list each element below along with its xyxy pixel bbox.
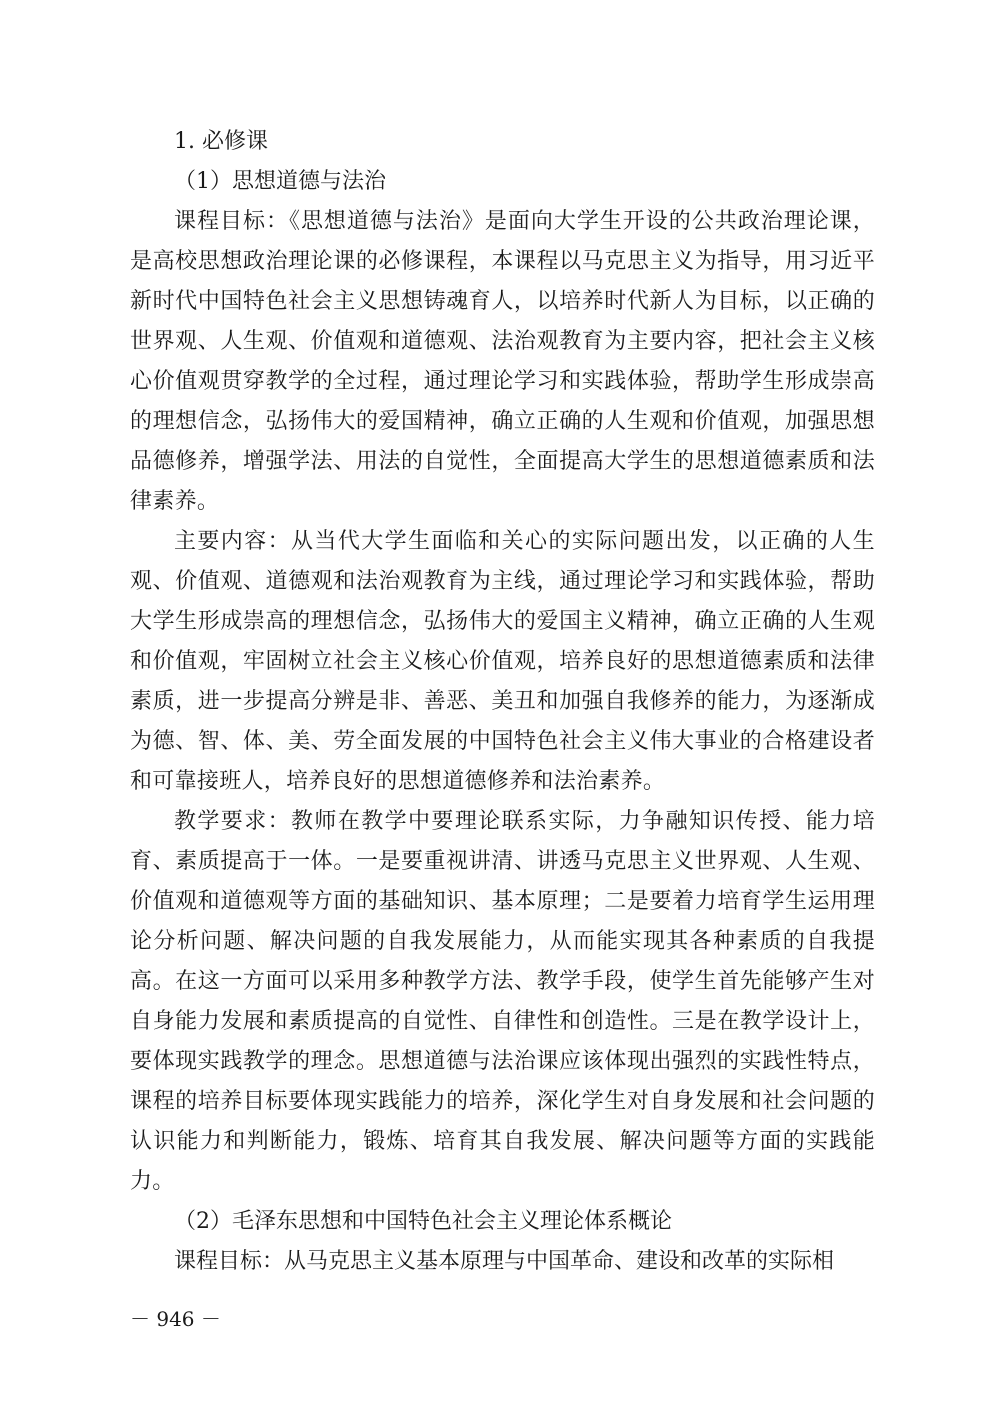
course-1-title: （1）思想道德与法治 (174, 169, 386, 194)
document-body (130, 122, 875, 1282)
course-1-content: 主要内容：从当代大学生面临和关心的实际问题出发，以正确的人生观、价值观、道德观和法治观教育为主线，通过理论学习和实践体验，帮助大学生形成崇高的理想信念，弘扬伟大的爱国主义精神，确立正确的人生观和价值观，牢固树立社会主义核心价值观，培养良好的思想道德素质和法律素质，进一步提高分辨是非、善恶、美丑和加强自我修养的能力，为逐渐成为德、智、体、美、劳全面发展的中国特色社会主义伟大事业的合格建设者和可靠接班人，培养良好的思想道德修养和法治素养。 (130, 529, 875, 794)
course-1-objective: 课程目标：《思想道德与法治》是面向大学生开设的公共政治理论课，是高校思想政治理论课的必修课程，本课程以马克思主义为指导，用习近平新时代中国特色社会主义思想铸魂育人，以培养时代新人为目标，以正确的世界观、人生观、价值观和道德观、法治观教育为主要内容，把社会主义核心价值观贯穿教学的全过程，通过理论学习和实践体验，帮助学生形成崇高的理想信念，弘扬伟大的爱国精神，确立正确的人生观和价值观，加强思想品德修养，增强学法、用法的自觉性，全面提高大学生的思想道德素质和法律素养。 (130, 209, 875, 514)
course-1-requirements: 教学要求：教师在教学中要理论联系实际，力争融知识传授、能力培育、素质提高于一体。一是要重视讲清、讲透马克思主义世界观、人生观、价值观和道德观等方面的基础知识、基本原理；二是要着力培育学生运用理论分析问题、解决问题的自我发展能力，从而能实现其各种素质的自我提高。在这一方面可以采用多种教学方法、教学手段，使学生首先能够产生对自身能力发展和素质提高的自觉性、自律性和创造性。三是在教学设计上，要体现实践教学的理念。思想道德与法治课应该体现出强烈的实践性特点，课程的培养目标要体现实践能力的培养，深化学生对自身发展和社会问题的认识能力和判断能力，锻炼、培育其自我发展、解决问题等方面的实践能力。 (130, 809, 875, 1194)
course-2-title: （2）毛泽东思想和中国特色社会主义理论体系概论 (174, 1209, 672, 1234)
page-number: － 946 － (130, 1307, 221, 1331)
section-heading: 1. 必修课 (174, 129, 268, 154)
course-2-objective: 课程目标：从马克思主义基本原理与中国革命、建设和改革的实际相 (174, 1249, 835, 1274)
